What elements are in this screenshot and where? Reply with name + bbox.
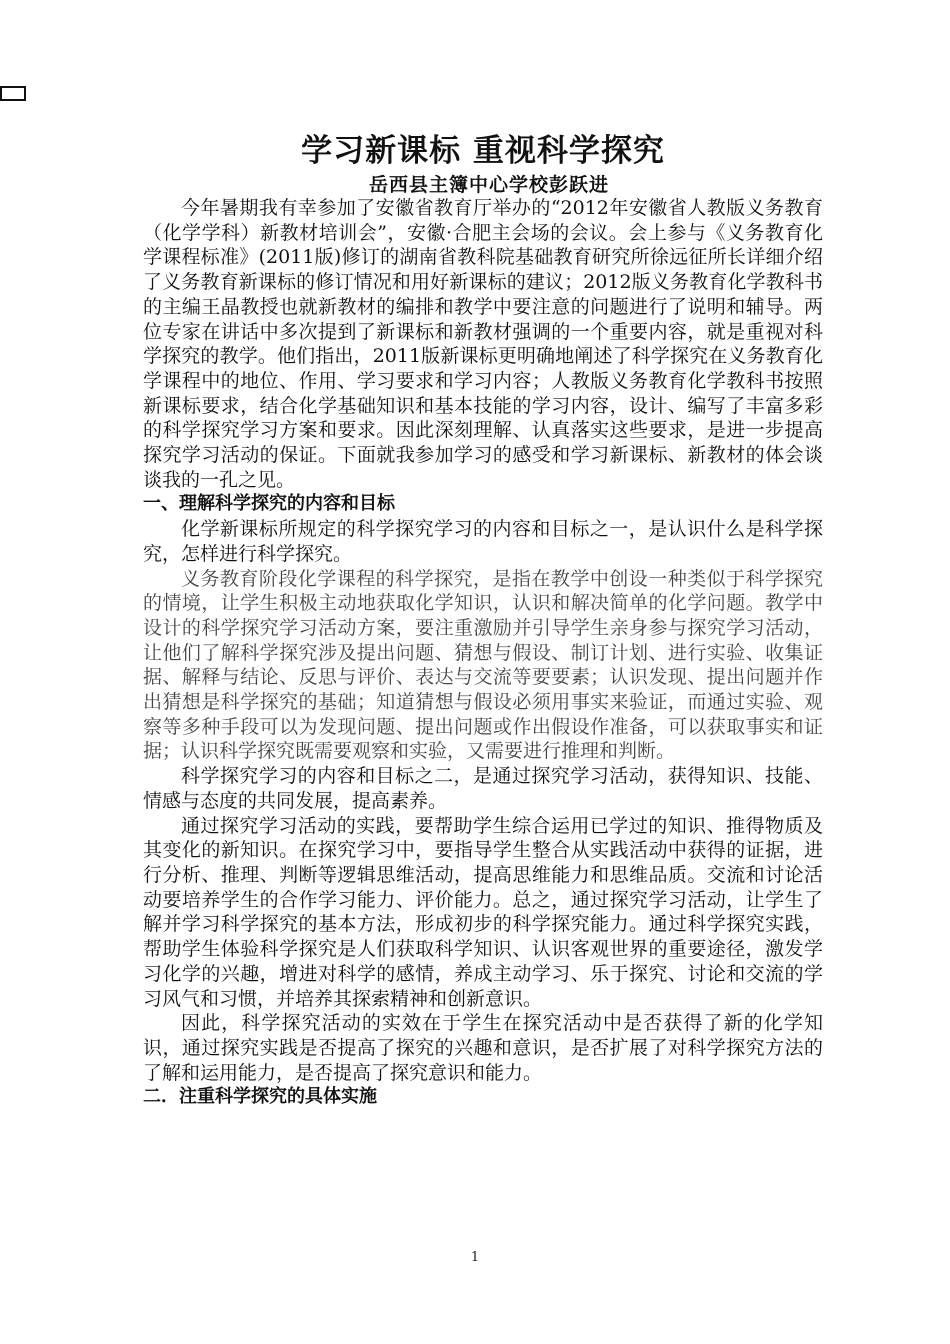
section-2-heading: 二．注重科学探究的具体实施 bbox=[143, 1086, 377, 1108]
page-number: 1 bbox=[470, 1250, 480, 1265]
section-1-paragraph-3: 科学探究学习的内容和目标之二，是通过探究学习活动，获得知识、技能、情感与态度的共同发展，提高素养。 bbox=[143, 765, 823, 812]
document-title: 学习新课标 重视科学探究 bbox=[301, 133, 665, 169]
section-1-paragraph-1: 化学新课标所规定的科学探究学习的内容和目标之一，是认识什么是科学探究，怎样进行科学探究。 bbox=[143, 518, 823, 565]
corner-box-mark bbox=[0, 86, 26, 101]
document-page bbox=[143, 128, 823, 1110]
section-1-paragraph-2: 义务教育阶段化学课程的科学探究，是指在教学中创设一种类似于科学探究的情境，让学生积极主动地获取化学知识，认识和解决简单的化学问题。教学中设计的科学探究学习活动方案，要注重激励并引导学生亲身参与探究学习活动，让他们了解科学探究涉及提出问题、猜想与假设、制订计划、进行实验、收集证据、解释与结论、反思与评价、表达与交流等要要素；认识发现、提出问题并作出猜想是科学探究的基础；知道猜想与假设必须用事实来验证，而通过实验、观察等多种手段可以为发现问题、提出问题或作出假设作准备，可以获取事实和证据；认识科学探究既需要观察和实验，又需要进行推理和判断。 bbox=[143, 567, 823, 763]
document-author: 岳西县主簿中心学校彭跃进 bbox=[369, 174, 610, 196]
section-1-paragraph-5: 因此，科学探究活动的实效在于学生在探究活动中是否获得了新的化学知识，通过探究实践是否提高了探究的兴趣和意识，是否扩展了对科学探究方法的了解和运用能力，是否提高了探究意识和能力。 bbox=[143, 1012, 823, 1084]
section-1-paragraph-4: 通过探究学习活动的实践，要帮助学生综合运用已学过的知识、推得物质及其变化的新知识。在探究学习中，要指导学生整合从实践活动中获得的证据，进行分析、推理、判断等逻辑思维活动，提高思维能力和思维品质。交流和讨论活动要培养学生的合作学习能力、评价能力。总之，通过探究学习活动，让学生了解并学习科学探究的基本方法，形成初步的科学探究能力。通过科学探究实践，帮助学生体验科学探究是人们获取科学知识、认识客观世界的重要途径，激发学习化学的兴趣，增进对科学的感情，养成主动学习、乐于探究、讨论和交流的学习风气和习惯，并培养其探索精神和创新意识。 bbox=[143, 814, 823, 1010]
section-1-heading: 一、理解科学探究的内容和目标 bbox=[143, 493, 395, 515]
intro-paragraph: 今年暑期我有幸参加了安徽省教育厅举办的“2012年安徽省人教版义务教育（化学学科）新教材培训会”，安徽·合肥主会场的会议。会上参与《义务教育化学课程标准》(2011版)修订的湖南省教科院基础教育研究所徐远征所长详细介绍了义务教育新课标的修订情况和用好新课标的建议；2012版义务教育化学教科书的主编王晶教授也就新教材的编排和教学中要注意的问题进行了说明和辅导。两位专家在讲话中多次提到了新课标和新教材强调的一个重要内容，就是重视对科学探究的教学。他们指出，2011版新课标更明确地阐述了科学探究在义务教育化学课程中的地位、作用、学习要求和学习内容；人教版义务教育化学教科书按照新课标要求，结合化学基础知识和基本技能的学习内容，设计、编写了丰富多彩的科学探究学习方案和要求。因此深刻理解、认真落实这些要求，是进一步提高探究学习活动的保证。下面就我参加学习的感受和学习新课标、新教材的体会谈谈我的一孔之见。 bbox=[143, 197, 823, 491]
